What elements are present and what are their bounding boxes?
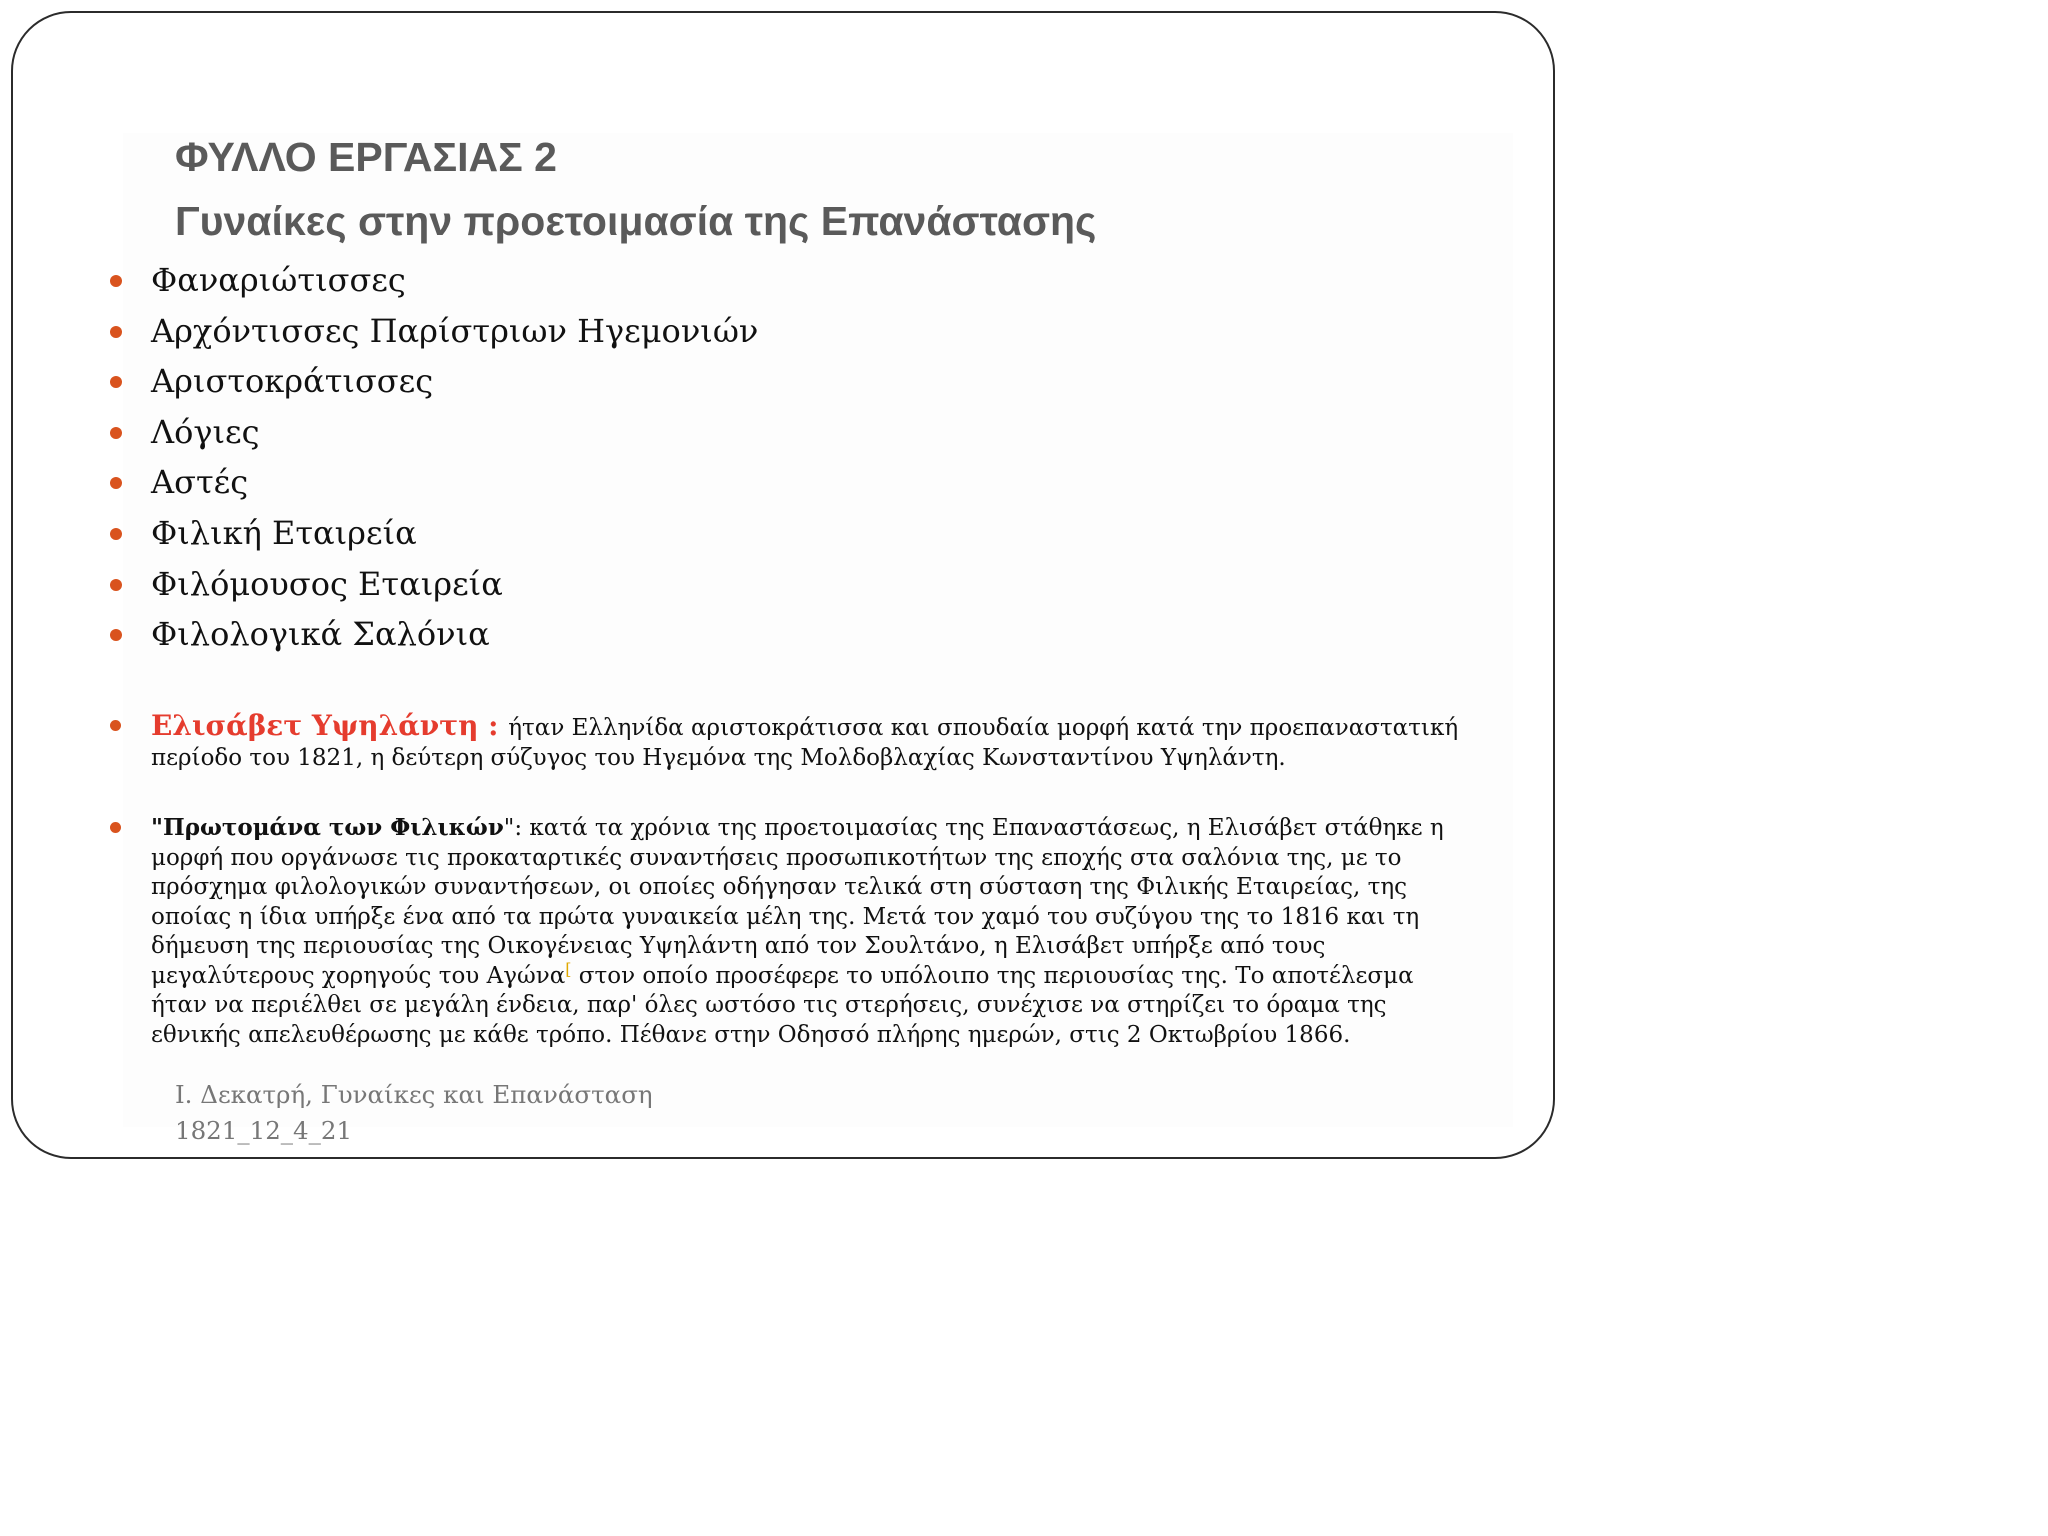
bullet-icon xyxy=(110,528,122,540)
footer-author-line: Ι. Δεκατρή, Γυναίκες και Επανάσταση xyxy=(175,1080,653,1109)
list-item xyxy=(103,559,758,610)
list-item xyxy=(103,609,758,660)
bullet-icon xyxy=(110,477,122,489)
bullet-icon xyxy=(110,822,121,833)
protomana-text-part-1: ": κατά τα χρόνια της προετοιμασίας της Επαναστάσεως, η Ελισάβετ στάθηκε η μορφή που οργάνωσε τις προκαταρτικές συναντήσεις προσωπικοτήτων της εποχής στα σαλόνια της, με το πρόσχημα φιλολογικών συναντήσεων, οι οποίες οδήγησαν τελικά στη σύσταση της Φιλικής Εταιρείας, της οποίας η ίδια υπήρξε ένα από τα πρώτα γυναικεία μέλη της. Μετά τον χαμό του συζύγου της το 1816 και τη δήμευση της περιουσίας της Οικογένειας Υψηλάντη από τον Σουλτάνο, η Ελισάβετ υπήρξε από τους μεγαλύτερους χορηγούς του Αγώνα xyxy=(151,815,1444,989)
bullet-icon xyxy=(110,275,122,287)
quote-open: " xyxy=(151,814,163,841)
list-item xyxy=(103,508,758,559)
reference-mark: [ xyxy=(565,958,572,978)
list-item-label: Αρχόντισσες Παρίστριων Ηγεμονιών xyxy=(151,311,759,350)
bullet-icon xyxy=(110,376,122,388)
slide-title xyxy=(175,125,1096,253)
bullet-icon xyxy=(110,326,122,338)
list-item-label: Αστές xyxy=(151,463,249,502)
ypsilanti-name-highlight: Ελισάβετ Υψηλάντη xyxy=(151,709,479,742)
title-line-2: Γυναίκες στην προετοιμασία της Επανάστασης xyxy=(175,198,1097,244)
footer-code-line: 1821_12_4_21 xyxy=(175,1116,353,1145)
bullet-icon xyxy=(110,629,122,641)
protomana-paragraph xyxy=(103,813,1473,1050)
bullet-icon xyxy=(110,427,122,439)
topic-bullet-list xyxy=(103,255,758,660)
source-footer xyxy=(175,1077,653,1149)
list-item-label: Φιλόμουσος Εταιρεία xyxy=(151,564,503,603)
list-item xyxy=(103,255,758,306)
ypsilanti-intro-text: ήταν Ελληνίδα αριστοκράτισσα και σπουδαία μορφή κατά την προεπαναστατική περίοδο του 1821, η δεύτερη σύζυγος του Ηγεμόνα της Μολδοβλαχίας Κωνσταντίνου Υψηλάντη. xyxy=(151,715,1459,771)
bullet-icon xyxy=(110,720,121,731)
slide xyxy=(11,11,1555,1159)
title-line-1: ΦΥΛΛΟ ΕΡΓΑΣΙΑΣ 2 xyxy=(175,134,557,180)
list-item xyxy=(103,356,758,407)
protomana-highlight: Πρωτομάνα των Φιλικών xyxy=(162,814,504,841)
ypsilanti-intro-paragraph xyxy=(103,711,1473,773)
protomana-text-part-2: στον οποίο προσέφερε το υπόλοιπο της περιουσίας της. Το αποτέλεσμα ήταν να περιέλθει σε μεγάλη ένδεια, παρ' όλες ωστόσο τις στερήσεις, συνέχισε να στηρίζει το όραμα της εθνικής απελευθέρωσης με κάθε τρόπο. Πέθανε στην Οδησσό πλήρης ημερών, στις 2 Οκτωβρίου 1866. xyxy=(151,962,1414,1048)
list-item xyxy=(103,306,758,357)
highlight-separator: : xyxy=(478,709,509,742)
list-item-label: Αριστοκράτισσες xyxy=(151,362,434,401)
list-item-label: Φαναριώτισσες xyxy=(151,261,406,299)
bullet-icon xyxy=(110,579,122,591)
list-item-label: Φιλολογικά Σαλόνια xyxy=(151,615,490,654)
list-item-label: Λόγιες xyxy=(151,412,260,451)
list-item xyxy=(103,457,758,508)
list-item-label: Φιλική Εταιρεία xyxy=(151,513,417,552)
list-item xyxy=(103,407,758,458)
